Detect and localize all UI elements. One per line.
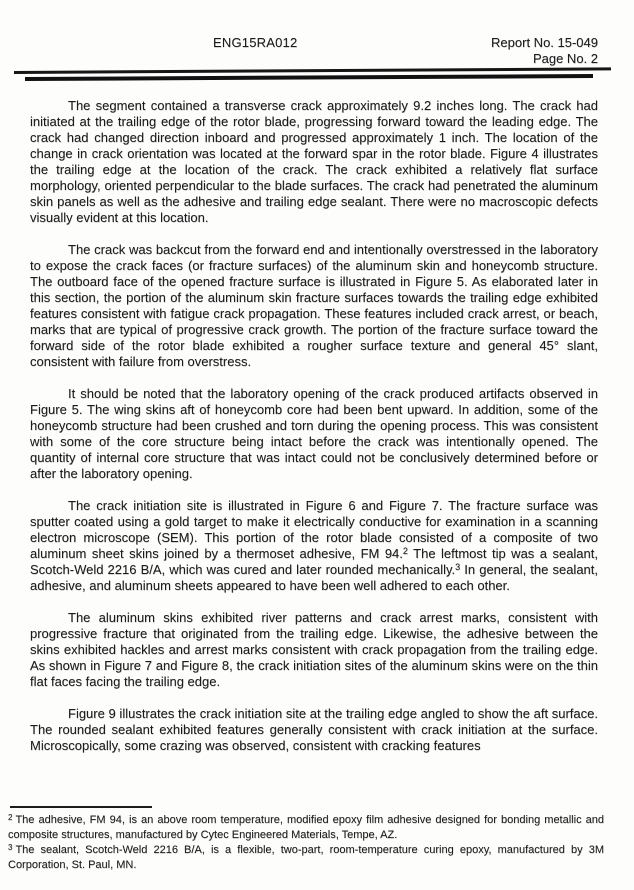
footnote-area <box>8 806 604 873</box>
document-body <box>30 98 598 754</box>
footnote-2-marker: 2 <box>8 813 13 822</box>
footnote-2-text: The adhesive, FM 94, is an above room temperature, modified epoxy film adhesive designed for bonding metallic and composite structures, manufactured by Cytec Engineered Materials, Tempe, AZ. <box>8 814 604 841</box>
paragraph-4-text-c: In general, the sealant, adhesive, and aluminum sheets appeared to have been well adhered to each other. <box>30 561 598 593</box>
footnote-3-marker: 3 <box>8 843 13 852</box>
paragraph-6: Figure 9 illustrates the crack initiation site at the trailing edge angled to show the aft surface. The rounded sealant exhibited features generally consistent with crack initiation at the surface. Microscopically, some crazing was observed, consistent with cracking features <box>30 705 598 753</box>
report-number: Report No. 15-049 <box>491 35 598 50</box>
footnote-3 <box>8 843 604 873</box>
footnote-3-text: The sealant, Scotch-Weld 2216 B/A, is a flexible, two-part, room-temperature curing epoxy, manufactured by 3M Corporation, St. Paul, MN. <box>8 844 604 871</box>
footnote-2 <box>8 813 604 843</box>
paragraph-5: The aluminum skins exhibited river patterns and crack arrest marks, consistent with progressive fracture that originated from the trailing edge. Likewise, the adhesive between the skins exhibited hackles and arrest marks consistent with crack propagation from the trailing edge. As shown in Figure 7 and Figure 8, the crack initiation sites of the aluminum skins were on the thin flat faces facing the trailing edge. <box>30 609 598 689</box>
paragraph-2: The crack was backcut from the forward end and intentionally overstressed in the laboratory to expose the crack faces (or fracture surfaces) of the aluminum skin and honeycomb structure. The outboard face of the opened fracture surface is illustrated in Figure 5. As elaborated later in this section, the portion of the aluminum skin fracture surfaces towards the trailing edge exhibited features consistent with fatigue crack propagation. These features included crack arrest, or beach, marks that are typical of progressive crack growth. The portion of the fracture surface toward the forward side of the rotor blade exhibited a rougher surface texture and general 45° slant, consistent with failure from overstress. <box>30 241 598 369</box>
page-header <box>0 0 634 71</box>
paragraph-4 <box>30 498 598 594</box>
paragraph-3: It should be noted that the laboratory opening of the crack produced artifacts observed in Figure 5. The wing skins aft of honeycomb core had been bent upward. In addition, some of the honeycomb structure had been crushed and torn during the opening process. This was consistent with some of the core structure being intact before the crack was intentionally opened. The quantity of internal core structure that was intact could not be conclusively determined before or after the laboratory opening. <box>30 385 598 481</box>
header-rule-thick <box>25 74 593 81</box>
footnote-ref-3: 3 <box>455 561 461 572</box>
paragraph-4-text-b: The leftmost tip was a sealant, Scotch-Weld 2216 B/A, which was cured and later rounded mechanically. <box>30 545 598 577</box>
paragraph-1: The segment contained a transverse crack approximately 9.2 inches long. The crack had initiated at the trailing edge of the rotor blade, progressing forward toward the leading edge. The crack had changed direction inboard and progressed approximately 1 inch. The location of the change in crack orientation was located at the forward spar in the rotor blade. Figure 4 illustrates the trailing edge at the location of the crack. The crack exhibited a relatively flat surface morphology, oriented perpendicular to the blade surfaces. The crack had penetrated the aluminum skin panels as well as the adhesive and trailing edge sealant. There were no macroscopic defects visually evident at this location. <box>30 97 598 225</box>
document-number: ENG15RA012 <box>213 35 298 50</box>
footnote-separator-rule <box>10 806 152 808</box>
footnote-ref-2: 2 <box>402 545 408 556</box>
paragraph-4-text-a: The crack initiation site is illustrated in Figure 6 and Figure 7. The fracture surface was sputter coated using a gold target to make it electrically conductive for examination in a scanning electron microscope (SEM). This portion of the rotor blade consisted of a composite of two aluminum sheet skins joined by a thermoset adhesive, FM 94. <box>30 497 598 561</box>
header-right-block <box>491 35 598 67</box>
page-number: Page No. 2 <box>532 51 598 66</box>
